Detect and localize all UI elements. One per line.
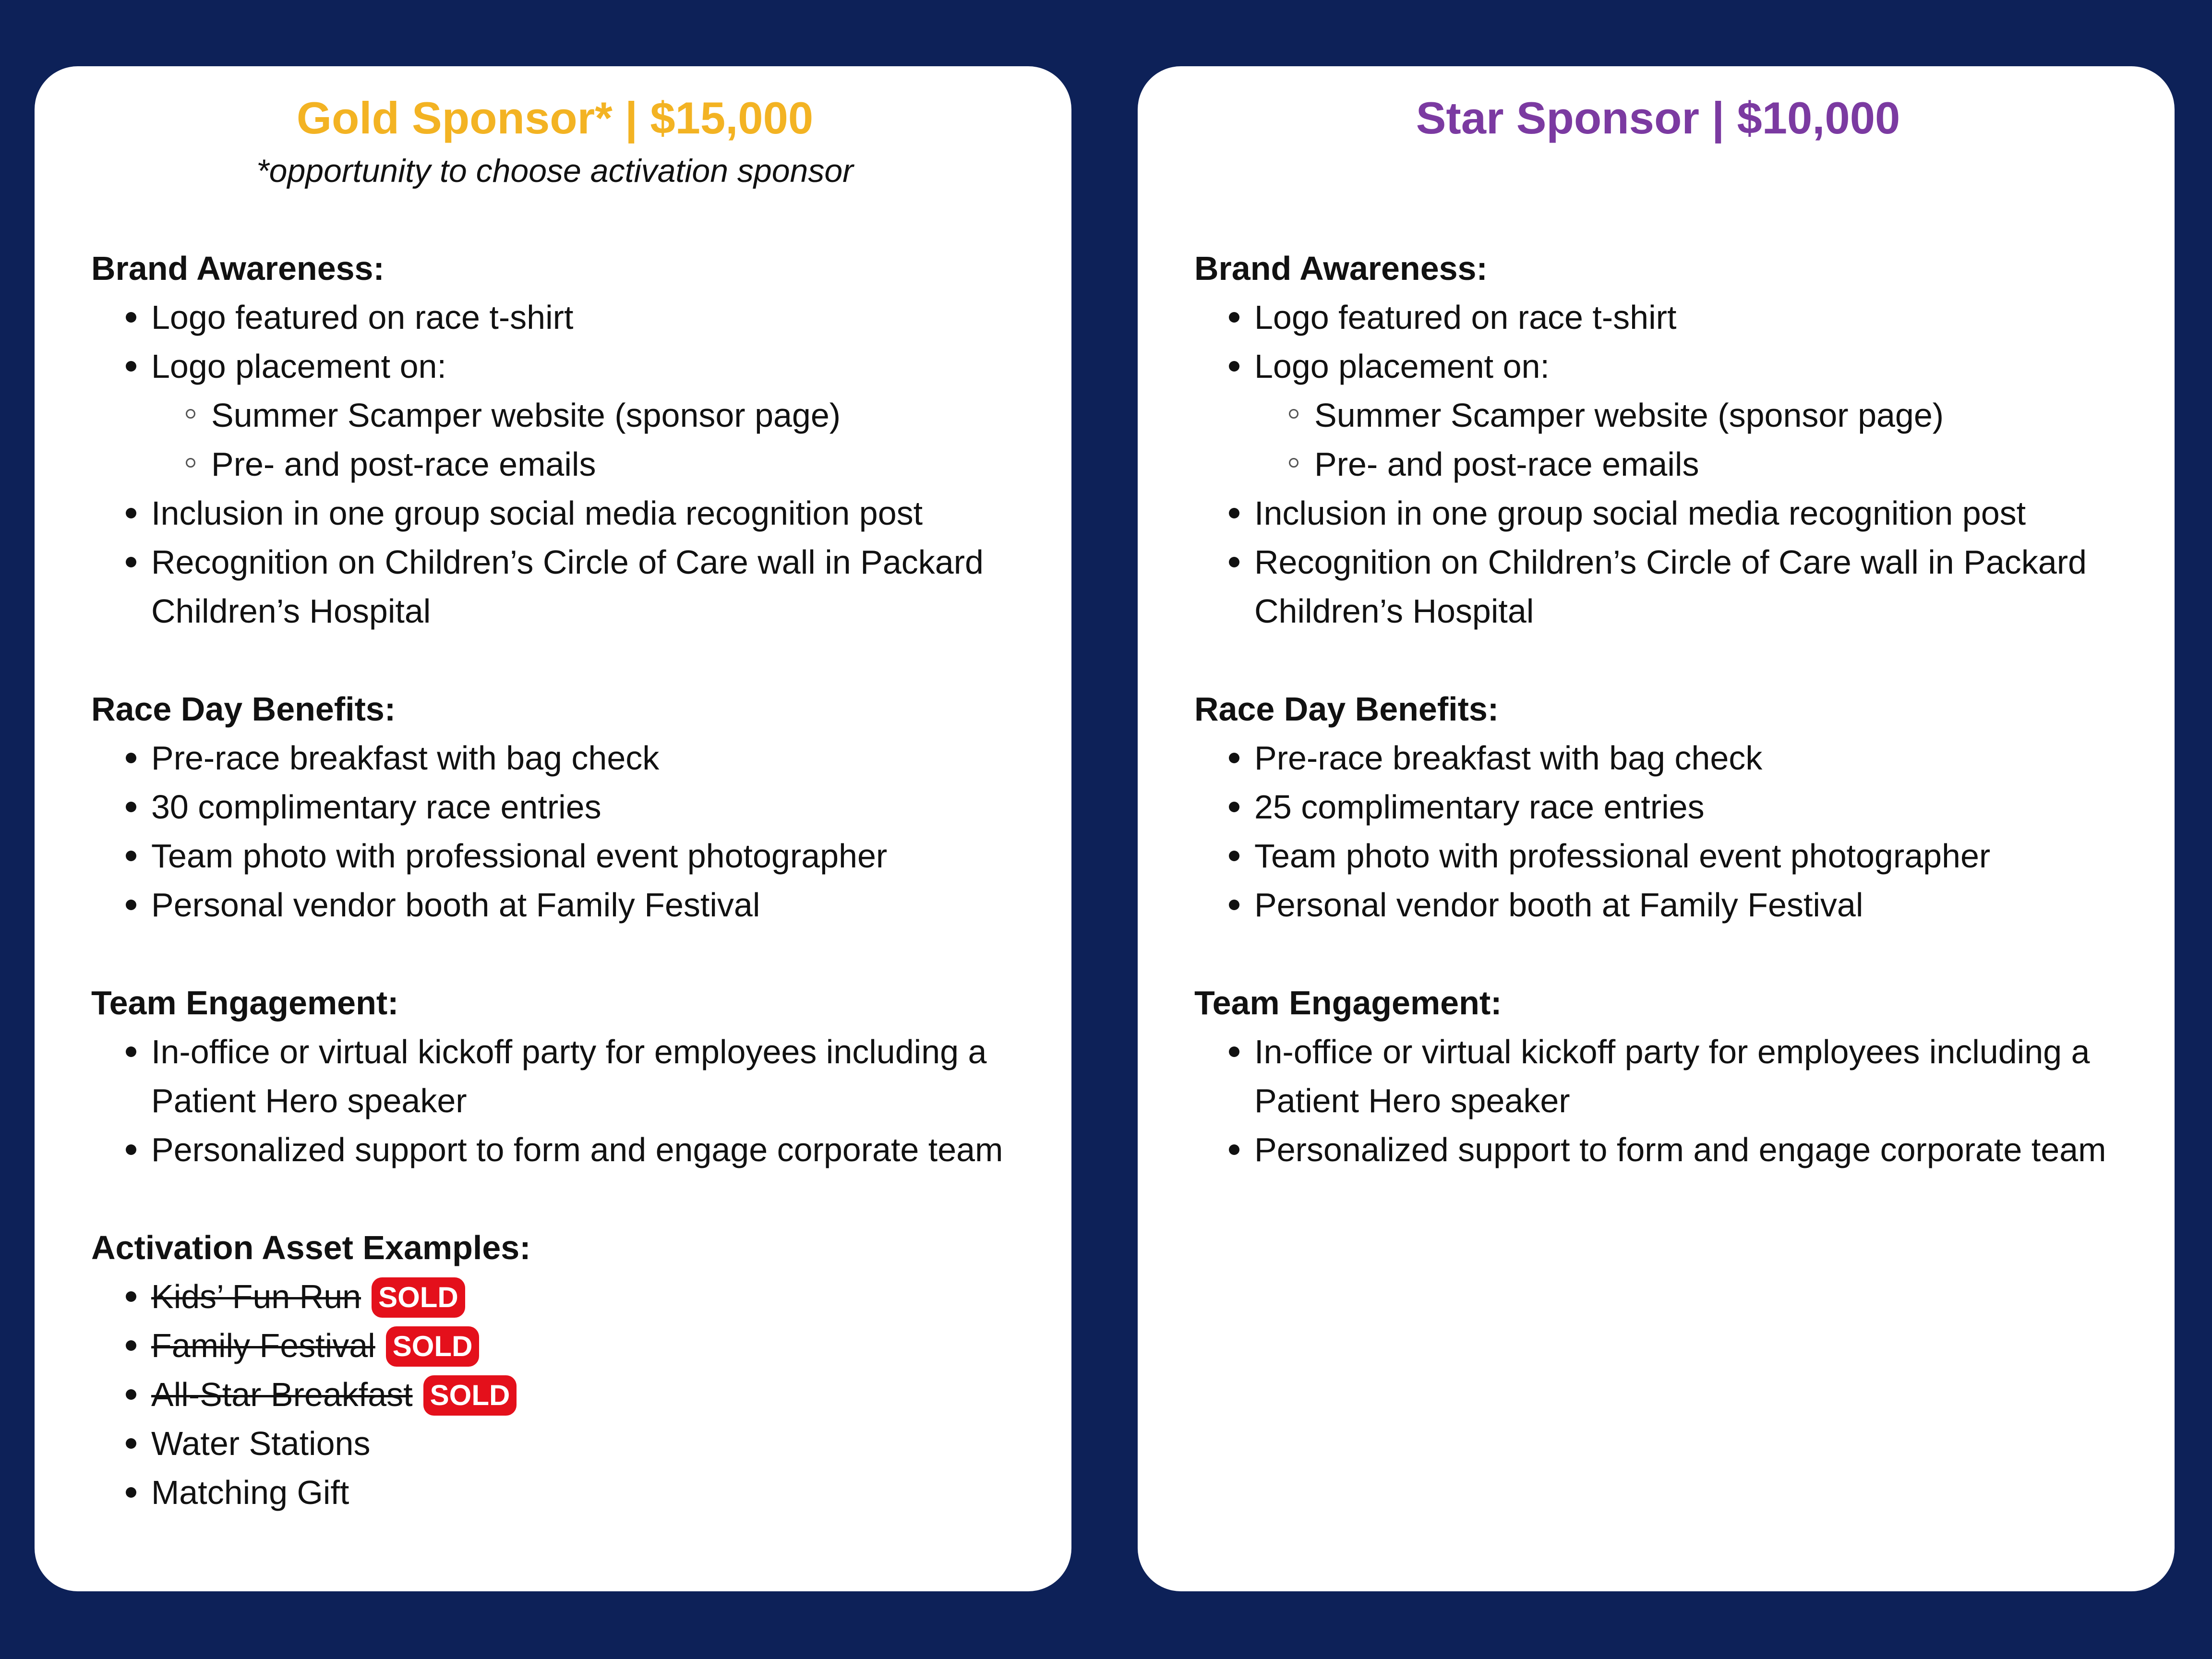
bullet-icon: [1229, 508, 1239, 518]
sold-badge: SOLD: [372, 1277, 465, 1318]
list-item: Personalized support to form and engage corporate team: [91, 1125, 1019, 1174]
bullet-icon: [126, 851, 136, 861]
gold-activation-section: [91, 1223, 1019, 1517]
bullet-icon: [126, 1438, 136, 1449]
bullet-icon: [1229, 851, 1239, 861]
list-item: In-office or virtual kickoff party for employees including a Patient Hero speaker: [1194, 1027, 2122, 1125]
list-item: Team photo with professional event photographer: [91, 831, 1019, 880]
gold-sponsor-subtitle: *opportunity to choose activation sponsor: [256, 153, 854, 189]
bullet-icon: [1229, 900, 1239, 910]
star-sponsor-card: [1138, 66, 2175, 1591]
bullet-icon: [1229, 557, 1239, 567]
bullet-icon: [126, 802, 136, 812]
bullet-icon: [126, 557, 136, 567]
bullet-icon: [1229, 802, 1239, 812]
section-heading: Race Day Benefits:: [91, 690, 396, 728]
bullet-icon: [1229, 361, 1239, 372]
bullet-icon: [1229, 1046, 1239, 1057]
sub-list-item: Pre- and post-race emails: [151, 440, 1019, 489]
list-item: Personalized support to form and engage corporate team: [1194, 1125, 2122, 1174]
gold-race-day-section: [91, 685, 1019, 929]
gold-sponsor-title: Gold Sponsor* | $15,000: [296, 93, 814, 143]
list-item: Logo featured on race t-shirt: [1194, 293, 2122, 342]
list-item: Pre-race breakfast with bag check: [1194, 733, 2122, 782]
section-heading: Brand Awareness:: [1194, 250, 1488, 287]
section-heading: Brand Awareness:: [91, 250, 385, 287]
sold-badge: SOLD: [386, 1326, 480, 1367]
list-item: Logo placement on: Summer Scamper website (sponsor page) Pre- and post-race emails: [91, 342, 1019, 489]
section-heading: Team Engagement:: [1194, 984, 1502, 1022]
list-item: Personal vendor booth at Family Festival: [91, 880, 1019, 929]
list-item: Logo featured on race t-shirt: [91, 293, 1019, 342]
circle-bullet-icon: [1289, 458, 1298, 468]
sub-list-item: Summer Scamper website (sponsor page): [1254, 391, 2122, 440]
star-sponsor-title: Star Sponsor | $10,000: [1416, 93, 1900, 143]
bullet-icon: [126, 753, 136, 763]
list-item: Logo placement on: Summer Scamper website (sponsor page) Pre- and post-race emails: [1194, 342, 2122, 489]
bullet-icon: [126, 1291, 136, 1302]
list-item: 25 complimentary race entries: [1194, 782, 2122, 831]
gold-team-engagement-section: [91, 978, 1019, 1174]
list-item: Personal vendor booth at Family Festival: [1194, 880, 2122, 929]
bullet-icon: [126, 361, 136, 372]
bullet-icon: [126, 508, 136, 518]
sub-list-item: Pre- and post-race emails: [1254, 440, 2122, 489]
bullet-icon: [126, 1046, 136, 1057]
list-item: Matching Gift: [91, 1468, 1019, 1517]
bullet-icon: [126, 312, 136, 323]
circle-bullet-icon: [186, 458, 195, 468]
list-item: 30 complimentary race entries: [91, 782, 1019, 831]
list-item-sold: Family Festival SOLD: [91, 1321, 1019, 1370]
bullet-icon: [126, 1487, 136, 1498]
bullet-icon: [1229, 1144, 1239, 1155]
bullet-icon: [126, 900, 136, 910]
circle-bullet-icon: [1289, 409, 1298, 419]
section-heading: Activation Asset Examples:: [91, 1229, 531, 1266]
star-team-engagement-section: [1194, 978, 2122, 1174]
gold-brand-awareness-section: [91, 244, 1019, 636]
list-item: Water Stations: [91, 1419, 1019, 1468]
sub-list-item: Summer Scamper website (sponsor page): [151, 391, 1019, 440]
star-brand-awareness-section: [1194, 244, 2122, 636]
list-item: Team photo with professional event photographer: [1194, 831, 2122, 880]
sold-badge: SOLD: [423, 1375, 517, 1416]
list-item: Recognition on Children’s Circle of Care wall in Packard Children’s Hospital: [1194, 538, 2122, 636]
list-item: Pre-race breakfast with bag check: [91, 733, 1019, 782]
list-item-sold: Kids’ Fun Run SOLD: [91, 1272, 1019, 1321]
list-item: Recognition on Children’s Circle of Care wall in Packard Children’s Hospital: [91, 538, 1019, 636]
bullet-icon: [126, 1144, 136, 1155]
list-item: Inclusion in one group social media recognition post: [91, 489, 1019, 538]
gold-sponsor-card: [35, 66, 1071, 1591]
list-item: In-office or virtual kickoff party for employees including a Patient Hero speaker: [91, 1027, 1019, 1125]
list-item: Inclusion in one group social media recognition post: [1194, 489, 2122, 538]
list-item-sold: All-Star Breakfast SOLD: [91, 1370, 1019, 1419]
circle-bullet-icon: [186, 409, 195, 419]
bullet-icon: [1229, 753, 1239, 763]
section-heading: Team Engagement:: [91, 984, 399, 1022]
star-race-day-section: [1194, 685, 2122, 929]
bullet-icon: [126, 1340, 136, 1351]
section-heading: Race Day Benefits:: [1194, 690, 1499, 728]
bullet-icon: [126, 1389, 136, 1400]
bullet-icon: [1229, 312, 1239, 323]
